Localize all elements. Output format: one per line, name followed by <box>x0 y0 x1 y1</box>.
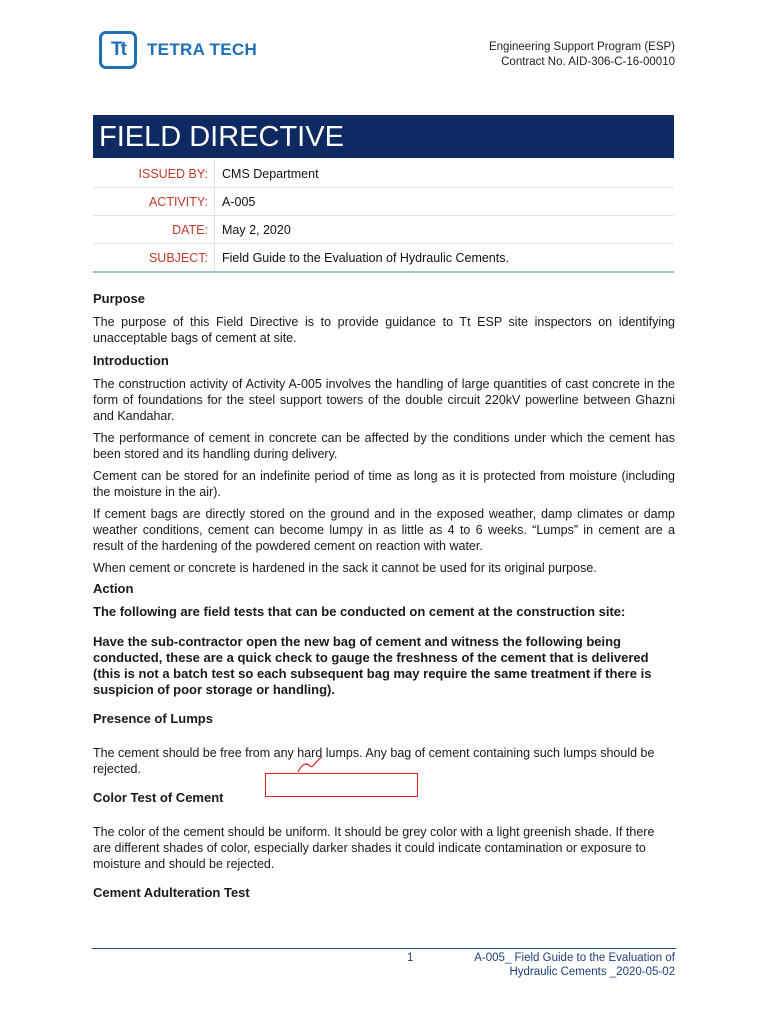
intro-paragraph-3: Cement can be stored for an indefinite period of time as long as it is protected from moisture (including the moisture in the air). <box>93 469 675 499</box>
intro-paragraph-5: When cement or concrete is hardened in the sack it cannot be used for its original purpose. <box>93 561 597 575</box>
tetra-tech-logo <box>99 31 257 69</box>
document-title-banner: FIELD DIRECTIVE <box>93 115 674 158</box>
meta-row-issued-by <box>93 160 674 188</box>
footer-line-1: A-005_ Field Guide to the Evaluation of <box>474 952 675 964</box>
markup-rectangle <box>265 773 418 797</box>
adulteration-heading: Cement Adulteration Test <box>93 885 250 900</box>
action-heading: Action <box>93 581 134 596</box>
footer-line-2: Hydraulic Cements _2020-05-02 <box>509 966 675 978</box>
directive-meta-table <box>93 160 674 273</box>
meta-row-date <box>93 216 674 244</box>
meta-value: A-005 <box>215 188 675 216</box>
meta-row-subject <box>93 244 674 273</box>
meta-label: ISSUED BY: <box>93 160 215 188</box>
meta-label: DATE: <box>93 216 215 244</box>
logo-text: TETRA TECH <box>147 40 258 59</box>
lumps-heading: Presence of Lumps <box>93 711 213 726</box>
document-body <box>93 290 675 908</box>
color-test-paragraph: The color of the cement should be uniform. It should be grey color with a light greenish shade. If there are different shades of color, especially darker shades it could indicate contamination or exposure to moisture and should be rejected. <box>93 825 655 871</box>
intro-paragraph-4: If cement bags are directly stored on the ground and in the exposed weather, damp climates or damp weather conditions, cement can become lumpy in as little as 4 to 6 weeks. “Lumps” in cement are a result of the hardening of the powdered cement on reaction with water. <box>93 507 675 553</box>
meta-label: ACTIVITY: <box>93 188 215 216</box>
action-paragraph-1: The following are field tests that can be conducted on cement at the construction site: <box>93 604 626 619</box>
color-test-heading: Color Test of Cement <box>93 790 224 805</box>
program-name: Engineering Support Program (ESP) <box>488 41 675 53</box>
meta-row-activity <box>93 188 674 216</box>
action-paragraph-2: Have the sub-contractor open the new bag of cement and witness the following being conducted, these are a quick check to gauge the freshness of the cement that is delivered (this is not a batch test so each subsequent bag may require the same treatment if there is suspicion of poor storage or handling). <box>93 634 652 697</box>
footer-doc-reference <box>474 951 675 979</box>
header-info <box>489 40 675 70</box>
page-number: 1 <box>407 952 414 964</box>
meta-label: SUBJECT: <box>93 244 215 273</box>
contract-number: Contract No. AID-306-C-16-00010 <box>501 56 675 68</box>
tt-logo-mark: Tt <box>99 31 137 69</box>
meta-value: CMS Department <box>215 160 675 188</box>
meta-value: Field Guide to the Evaluation of Hydraulic Cements. <box>215 244 675 273</box>
intro-paragraph-2: The performance of cement in concrete can be affected by the conditions under which the cement has been stored and its handling during delivery. <box>93 431 675 461</box>
lumps-paragraph: The cement should be free from any hard lumps. Any bag of cement containing such lumps should be rejected. <box>93 746 655 776</box>
purpose-heading: Purpose <box>93 291 146 306</box>
meta-value: May 2, 2020 <box>215 216 675 244</box>
introduction-heading: Introduction <box>93 353 169 368</box>
purpose-paragraph: The purpose of this Field Directive is to provide guidance to Tt ESP site inspectors on identifying unacceptable bags of cement at site. <box>93 315 675 345</box>
intro-paragraph-1: The construction activity of Activity A-005 involves the handling of large quantities of cast concrete in the form of foundations for the steel support towers of the double circuit 220kV powerline between Ghazni and Kandahar. <box>93 377 675 423</box>
footer-divider <box>92 948 676 949</box>
